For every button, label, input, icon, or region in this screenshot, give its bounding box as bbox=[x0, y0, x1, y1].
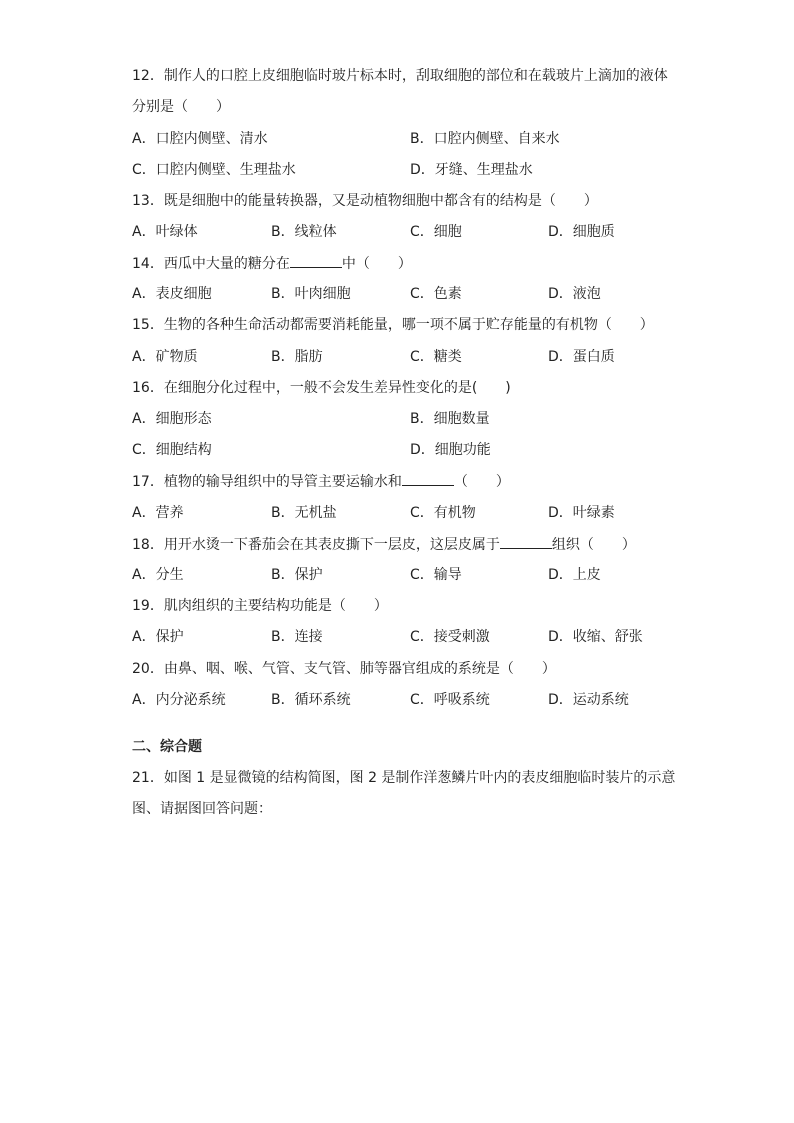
q14-stem-after: 中（ ） bbox=[341, 256, 412, 272]
q20-option-b: B．循环系统 bbox=[271, 692, 351, 708]
q18-answer-blank bbox=[500, 534, 552, 549]
q20-option-a: A．内分泌系统 bbox=[132, 692, 226, 708]
q17-answer-blank bbox=[402, 471, 454, 486]
q15-option-b: B．脂肪 bbox=[271, 349, 323, 365]
q18-option-b: B．保护 bbox=[271, 567, 323, 583]
q17-option-b: B．无机盐 bbox=[271, 505, 337, 521]
q20-stem: 20．由鼻、咽、喉、气管、支气管、肺等器官组成的系统是（ ） bbox=[132, 661, 556, 677]
q15-option-d: D．蛋白质 bbox=[548, 349, 615, 365]
q12-option-b: B．口腔内侧壁、自来水 bbox=[410, 131, 560, 147]
q15-option-a: A．矿物质 bbox=[132, 349, 198, 365]
q16-option-b: B．细胞数量 bbox=[410, 411, 490, 427]
q14-option-c: C．色素 bbox=[410, 286, 462, 302]
q13-option-c: C．细胞 bbox=[410, 224, 462, 240]
q14-answer-blank bbox=[290, 253, 342, 268]
q12-option-c: C．口腔内侧壁、生理盐水 bbox=[132, 162, 296, 178]
q15-stem: 15．生物的各种生命活动都需要消耗能量，哪一项不属于贮存能量的有机物（ ） bbox=[132, 317, 654, 333]
q14-stem-before: 14．西瓜中大量的糖分在 bbox=[132, 256, 290, 272]
q19-option-a: A．保护 bbox=[132, 629, 184, 645]
q16-option-d: D．细胞功能 bbox=[410, 442, 491, 458]
q18-stem-after: 组织（ ） bbox=[551, 537, 636, 553]
q14-option-a: A．表皮细胞 bbox=[132, 286, 212, 302]
q16-stem: 16．在细胞分化过程中，一般不会发生差异性变化的是( ) bbox=[132, 380, 511, 396]
q17-option-c: C．有机物 bbox=[410, 505, 476, 521]
q17-option-a: A．营养 bbox=[132, 505, 184, 521]
q18-option-c: C．输导 bbox=[410, 567, 462, 583]
q12-stem-line1: 12．制作人的口腔上皮细胞临时玻片标本时，刮取细胞的部位和在载玻片上滴加的液体 bbox=[132, 68, 668, 84]
q13-option-a: A．叶绿体 bbox=[132, 224, 198, 240]
q15-option-c: C．糖类 bbox=[410, 349, 462, 365]
q16-option-c: C．细胞结构 bbox=[132, 442, 212, 458]
q13-option-d: D．细胞质 bbox=[548, 224, 615, 240]
q20-option-c: C．呼吸系统 bbox=[410, 692, 490, 708]
q20-option-d: D．运动系统 bbox=[548, 692, 629, 708]
q14-option-b: B．叶肉细胞 bbox=[271, 286, 351, 302]
q13-stem: 13．既是细胞中的能量转换器，又是动植物细胞中都含有的结构是（ ） bbox=[132, 193, 598, 209]
q18-option-d: D．上皮 bbox=[548, 567, 601, 583]
q12-option-d: D．牙缝、生理盐水 bbox=[410, 162, 533, 178]
q12-stem-line2: 分别是（ ） bbox=[132, 99, 230, 115]
q14-option-d: D．液泡 bbox=[548, 286, 601, 302]
q17-stem-before: 17．植物的输导组织中的导管主要运输水和 bbox=[132, 474, 402, 490]
q19-option-c: C．接受刺激 bbox=[410, 629, 490, 645]
q17-stem-after: （ ） bbox=[453, 474, 510, 490]
q17-stem bbox=[132, 471, 510, 492]
q19-stem: 19．肌肉组织的主要结构功能是（ ） bbox=[132, 598, 388, 614]
q13-option-b: B．线粒体 bbox=[271, 224, 337, 240]
q14-stem bbox=[132, 253, 412, 274]
q16-option-a: A．细胞形态 bbox=[132, 411, 212, 427]
q21-stem-line1: 21．如图 1 是显微镜的结构简图，图 2 是制作洋葱鳞片叶内的表皮细胞临时装片的示意 bbox=[132, 770, 676, 786]
q18-stem bbox=[132, 534, 636, 555]
section2-title: 二、综合题 bbox=[132, 739, 202, 755]
q18-option-a: A．分生 bbox=[132, 567, 184, 583]
q19-option-b: B．连接 bbox=[271, 629, 323, 645]
q19-option-d: D．收缩、舒张 bbox=[548, 629, 643, 645]
q12-option-a: A．口腔内侧壁、清水 bbox=[132, 131, 268, 147]
q21-stem-line2: 图、请据图回答问题： bbox=[132, 801, 272, 817]
q18-stem-before: 18．用开水烫一下番茄会在其表皮撕下一层皮，这层皮属于 bbox=[132, 537, 500, 553]
q17-option-d: D．叶绿素 bbox=[548, 505, 615, 521]
